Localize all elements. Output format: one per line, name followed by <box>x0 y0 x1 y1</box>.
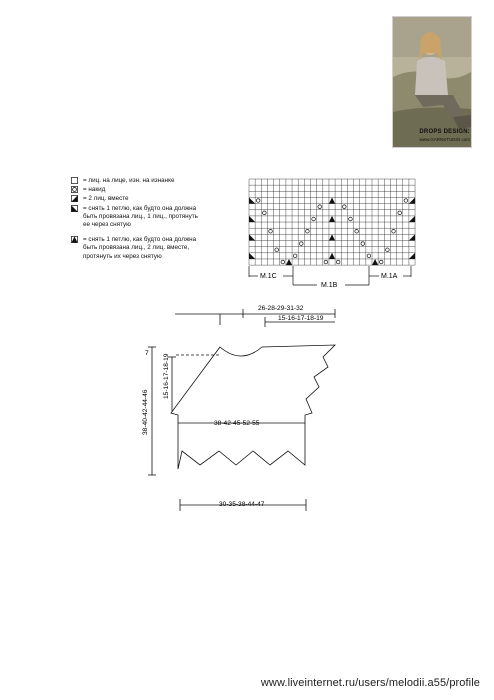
yo-symbol <box>336 260 340 264</box>
mid-width-label: 38-42-45-52-55 <box>214 420 260 427</box>
legend-text: быть провязана лиц., 2 лиц. вместе, <box>83 244 190 252</box>
chart-label-m1b: M.1B <box>321 282 338 289</box>
yo-symbol <box>398 211 402 215</box>
bottom-width-label: 30-35-38-44-47 <box>219 501 265 508</box>
yo-symbol <box>379 260 383 264</box>
k2tog-symbol <box>409 216 415 222</box>
sk2p-icon <box>70 236 79 243</box>
sk2p-symbol <box>329 234 335 240</box>
chart-label-m1c: M.1C <box>260 273 277 280</box>
yo-symbol <box>343 205 347 209</box>
skp-symbol <box>249 216 255 222</box>
k2tog-symbol <box>409 253 415 259</box>
neck-depth-label: 7 <box>145 350 149 357</box>
k2tog-symbol <box>409 234 415 240</box>
yo-symbol <box>355 229 359 233</box>
circle-yo-icon <box>70 186 79 193</box>
legend-text: быть провязана лиц., 1 лиц., протянуть <box>83 212 198 220</box>
yo-symbol <box>392 229 396 233</box>
skp-icon <box>70 205 79 212</box>
legend-text: = снять 1 петлю, как будто она должна <box>83 236 197 244</box>
symbol-legend <box>70 177 240 262</box>
garnstudio-url: www.GARNSTUDIO.com <box>419 137 470 142</box>
sk2p-symbol <box>372 259 378 265</box>
skp-symbol <box>249 234 255 240</box>
body-outline <box>171 345 335 469</box>
legend-item-yo <box>70 186 240 194</box>
blank-square-icon <box>70 177 79 184</box>
skp-symbol <box>249 197 255 203</box>
yo-symbol <box>299 242 303 246</box>
legend-text: протянуть их через снятую <box>83 252 162 260</box>
skp-symbol <box>249 253 255 259</box>
yo-symbol <box>293 254 297 258</box>
yo-symbol <box>324 260 328 264</box>
yo-symbol <box>386 248 390 252</box>
yo-symbol <box>269 229 273 233</box>
sk2p-symbol <box>329 197 335 203</box>
yo-symbol <box>404 199 408 203</box>
yo-symbol <box>306 229 310 233</box>
sk2p-symbol <box>329 253 335 259</box>
yo-symbol <box>361 242 365 246</box>
legend-text: = снять 1 петлю, как будто она должна <box>83 204 197 212</box>
garment-schematic <box>130 295 340 520</box>
legend-item-skp <box>70 205 240 230</box>
legend-text: = лиц. на лице, изн. на изнанке <box>83 177 175 184</box>
top-width-label-2: 15-16-17-18-19 <box>278 315 324 322</box>
drops-design-label: DROPS DESIGN: <box>419 129 470 135</box>
yo-symbol <box>256 199 260 203</box>
yo-symbol <box>318 205 322 209</box>
source-url: www.liveinternet.ru/users/melodii.a55/profile <box>260 677 480 689</box>
legend-item-knit <box>70 177 240 185</box>
yo-symbol <box>263 211 267 215</box>
yo-symbol <box>367 254 371 258</box>
legend-item-sk2p <box>70 236 240 261</box>
total-length-label: 38-40-42-44-46 <box>142 389 149 435</box>
yo-symbol <box>281 260 285 264</box>
sk2p-symbol <box>329 216 335 222</box>
legend-item-k2tog <box>70 195 240 203</box>
k2tog-symbol <box>409 197 415 203</box>
legend-text: ее через снятую <box>83 221 131 229</box>
top-width-label: 26-28-29-31-32 <box>258 305 304 312</box>
yo-symbol <box>312 217 316 221</box>
chart-label-m1a: M.1A <box>381 273 398 280</box>
sk2p-symbol <box>286 259 292 265</box>
yo-symbol <box>275 248 279 252</box>
knitting-chart <box>245 175 417 290</box>
legend-text: = 2 лиц. вместе <box>83 195 129 203</box>
k2tog-icon <box>70 195 79 202</box>
chart-grid <box>249 179 415 265</box>
yo-symbol <box>349 217 353 221</box>
armhole-label: 15-16-17-18-19 <box>163 353 170 399</box>
chart-symbols <box>249 197 415 265</box>
legend-text: = накид <box>83 186 106 194</box>
